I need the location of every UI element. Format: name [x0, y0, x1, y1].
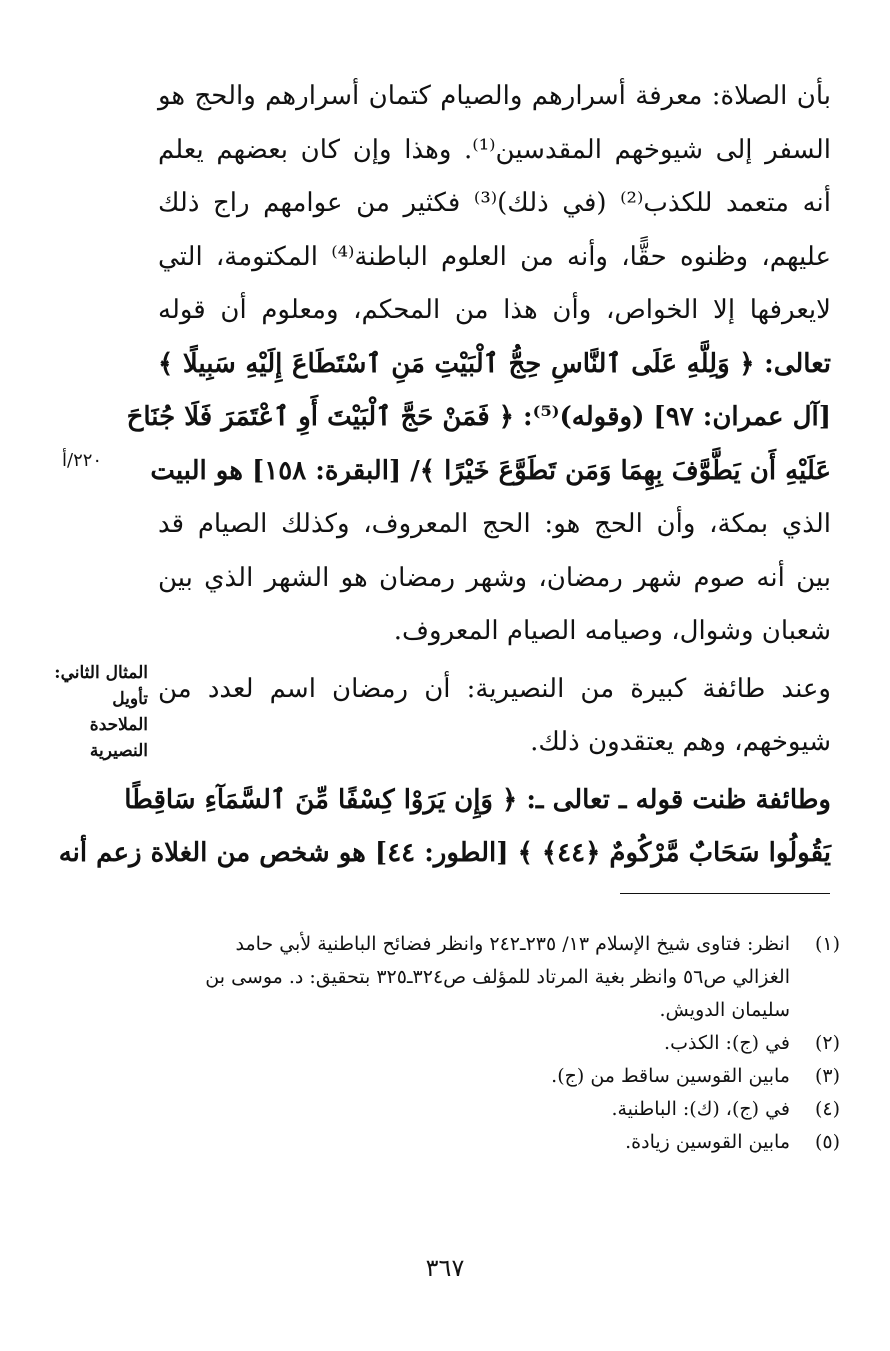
text-line-quran: يَقُولُوا سَحَابٌ مَّرْكُومٌ ﴿٤٤﴾ ﴾ [الطور: ٤٤] هو شخص من الغلاة زعم أنه: [58, 838, 831, 868]
margin-note: [40, 660, 148, 764]
footnote-line: سليمان الدويش.: [659, 999, 790, 1021]
footnote-separator: [620, 893, 830, 894]
footnote: [150, 1093, 840, 1126]
footnote-line: مابين القوسين زيادة.: [625, 1131, 790, 1153]
footnote-line: الغزالي ص٥٦ وانظر بغية المرتاد للمؤلف ص٣٢٤ـ٣٢٥ بتحقيق: د. موسى بن: [205, 966, 790, 988]
text-line: لايعرفها إلا الخواص، وأن هذا من المحكم، ومعلوم أن قوله: [158, 295, 831, 325]
margin-note-line: النصيرية: [89, 741, 148, 761]
footnote-line: في (ج): الكذب.: [664, 1032, 790, 1054]
footnote: [150, 1126, 840, 1159]
text-line-quran: عَلَيْهِ أَن يَطَّوَّفَ بِهِمَا وَمَن تَطَوَّعَ خَيْرًا ﴾/ [البقرة: ١٥٨] هو البيت: [150, 455, 831, 486]
footnote: [150, 1027, 840, 1060]
margin-note-line: المثال الثاني:: [54, 663, 148, 683]
footnote-number: (٤): [814, 1098, 840, 1120]
text-line: بين أنه صوم شهر رمضان، وشهر رمضان هو الشهر الذي بين: [158, 562, 831, 593]
margin-note-line: تأويل: [112, 689, 148, 709]
text-line: بأن الصلاة: معرفة أسرارهم والصيام كتمان أسرارهم والحج هو: [158, 81, 831, 111]
text-line: شعبان وشوال، وصيامه الصيام المعروف.: [393, 616, 831, 646]
text-line-quran: [آل عمران: ٩٧] (وقوله)⁽⁵⁾: ﴿ فَمَنْ حَجَّ ٱلْبَيْتَ أَوِ ٱعْتَمَرَ فَلَا جُنَاحَ: [126, 402, 831, 432]
footnote: [150, 1060, 840, 1093]
footnotes: [150, 928, 840, 1159]
folio-reference: ٢٢٠/أ: [62, 450, 103, 471]
footnote-number: (٣): [814, 1065, 840, 1087]
text-line: وعند طائفة كبيرة من النصيرية: أن رمضان اسم لعدد من: [158, 673, 831, 704]
margin-note-line: الملاحدة: [89, 715, 148, 735]
text-line: عليهم، وظنوه حقًّا، وأنه من العلوم الباطنة⁽⁴⁾ المكتومة، التي: [158, 241, 831, 272]
footnote-number: (١): [814, 933, 840, 955]
page-number: ٣٦٧: [425, 1254, 465, 1282]
text-line: أنه متعمد للكذب⁽²⁾ (في ذلك)⁽³⁾ فكثير من عوامهم راج ذلك: [158, 188, 831, 218]
text-line: الذي بمكة، وأن الحج هو: الحج المعروف، وكذلك الصيام قد: [158, 509, 831, 539]
text-line-quran: تعالى: ﴿ وَلِلَّهِ عَلَى ٱلنَّاسِ حِجُّ ٱلْبَيْتِ مَنِ ٱسْتَطَاعَ إِلَيْهِ سَبِيلًا ﴾: [158, 348, 831, 379]
text-line: شيوخهم، وهم يعتقدون ذلك.: [530, 727, 831, 757]
text-line-quran: وطائفة ظنت قوله ـ تعالى ـ: ﴿ وَإِن يَرَوْا كِسْفًا مِّنَ ٱلسَّمَآءِ سَاقِطًا: [124, 784, 831, 815]
footnote-number: (٢): [814, 1032, 840, 1054]
footnote-number: (٥): [814, 1131, 840, 1153]
footnote-line: انظر: فتاوى شيخ الإسلام ١٣/ ٢٣٥ـ٢٤٢ وانظر فضائح الباطنية لأبي حامد: [235, 933, 790, 955]
footnote-line: في (ج)، (ك): الباطنية.: [611, 1098, 790, 1120]
footnote: [150, 928, 840, 1027]
text-line: السفر إلى شيوخهم المقدسين⁽¹⁾. وهذا وإن كان بعضهم يعلم: [158, 134, 832, 165]
footnote-line: مابين القوسين ساقط من (ج).: [551, 1065, 790, 1087]
